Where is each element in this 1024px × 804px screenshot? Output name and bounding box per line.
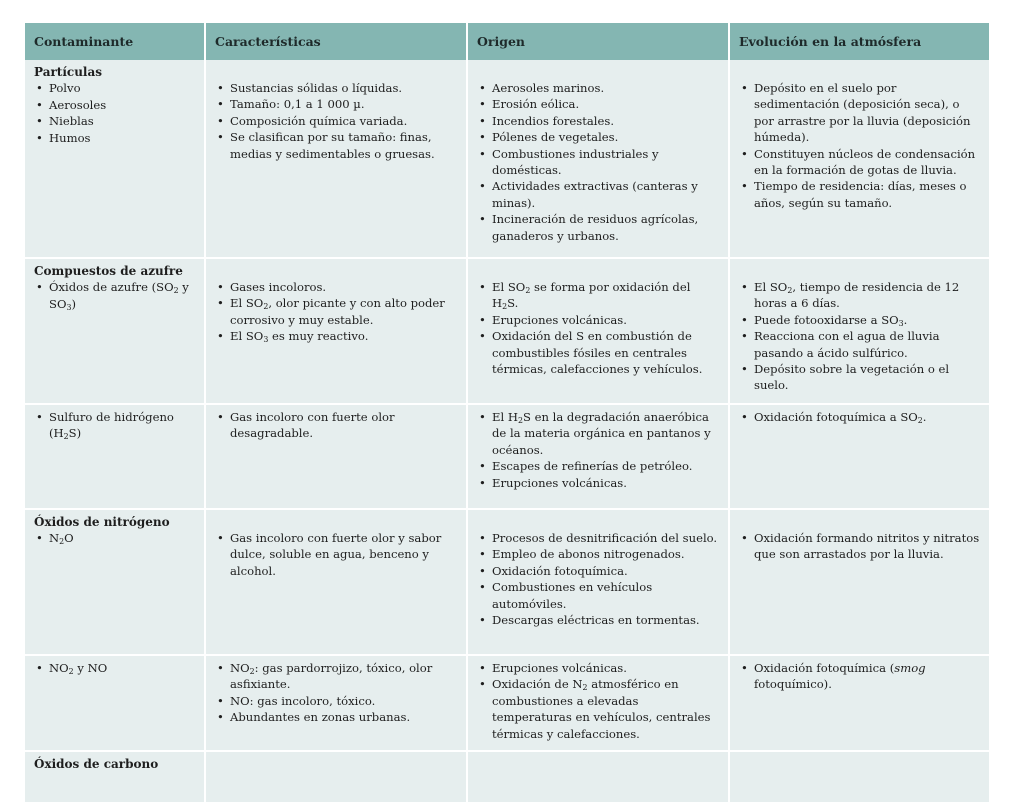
list-item: • Tiempo de residencia: días, meses o años, según su tamaño. [739, 178, 980, 211]
header-contaminante: Contaminante [25, 23, 205, 60]
contaminants-table [25, 23, 989, 804]
cell-contaminante [25, 751, 205, 803]
list-item: • Polvo [34, 80, 195, 96]
list-item: • Escapes de refinerías de petróleo. [477, 458, 719, 474]
list-item: • Composición química variada. [215, 113, 457, 129]
group-title: Partículas [34, 65, 103, 79]
bullet-list [215, 530, 457, 579]
list-item: • Erupciones volcánicas. [477, 660, 719, 676]
header-caracteristicas: Características [205, 23, 467, 60]
list-item: • Constituyen núcleos de condensación en la formación de gotas de lluvia. [739, 146, 980, 179]
list-item: • NO: gas incoloro, tóxico. [215, 693, 457, 709]
bullet-list [739, 409, 980, 425]
list-item: • Combustiones industriales y domésticas. [477, 146, 719, 179]
list-item: • Oxidación formando nitritos y nitratos que son arrastados por la lluvia. [739, 530, 980, 563]
group-title: Compuestos de azufre [34, 264, 183, 278]
list-item: • $NO_2$: gas pardorrojizo, tóxico, olor asfixiante. [215, 660, 457, 693]
list-item: • El $SO_3$ es muy reactivo. [215, 328, 457, 344]
list-item: • $NO_2$ y NO [34, 660, 195, 676]
table-row [25, 655, 989, 751]
cell-contaminante [25, 60, 205, 258]
bullet-list [739, 279, 980, 394]
list-item: • Aerosoles [34, 97, 195, 113]
list-item: • Actividades extractivas (canteras y minas). [477, 178, 719, 211]
list-item: • Puede fotooxidarse a $SO_3$. [739, 312, 980, 328]
header-evolucion: Evolución en la atmósfera [729, 23, 989, 60]
list-item: • Combustiones en vehículos automóviles. [477, 579, 719, 612]
bullet-list [477, 279, 719, 377]
list-item: • Gas incoloro con fuerte olor y sabor dulce, soluble en agua, benceno y alcohol. [215, 530, 457, 579]
bullet-list [34, 530, 195, 546]
cell-caracteristicas [205, 655, 467, 751]
list-item: • Oxidación del S en combustión de combustibles fósiles en centrales térmicas, calefacciones y vehículos. [477, 328, 719, 377]
bullet-list [215, 660, 457, 726]
list-item: • Oxidación fotoquímica a $SO_2$. [739, 409, 980, 425]
cell-origen [467, 404, 729, 509]
cell-evolucion [729, 404, 989, 509]
header-row [25, 23, 989, 60]
list-item: • $N_2O$ [34, 530, 195, 546]
cell-caracteristicas [205, 404, 467, 509]
cell-origen [467, 60, 729, 258]
list-item: • Oxidación fotoquímica (smog fotoquímico). [739, 660, 980, 693]
cell-contaminante [25, 655, 205, 751]
bullet-list [477, 530, 719, 628]
group-title: Óxidos de carbono [34, 757, 159, 771]
cell-contaminante [25, 404, 205, 509]
cell-origen [467, 258, 729, 404]
cell-origen [467, 655, 729, 751]
cell-caracteristicas [205, 60, 467, 258]
list-item: • Erupciones volcánicas. [477, 312, 719, 328]
list-item: • El $SO_2$, tiempo de residencia de 12 horas a 6 días. [739, 279, 980, 312]
cell-caracteristicas [205, 751, 467, 803]
list-item: • Se clasifican por su tamaño: finas, medias y sedimentables o gruesas. [215, 129, 457, 162]
cell-contaminante [25, 509, 205, 655]
table-row [25, 60, 989, 258]
list-item: • Reacciona con el agua de lluvia pasando a ácido sulfúrico. [739, 328, 980, 361]
bullet-list [215, 409, 457, 442]
bullet-list [477, 409, 719, 491]
list-item: • Tamaño: 0,1 a 1 000 µ. [215, 96, 457, 112]
list-item: • Depósito en el suelo por sedimentación (deposición seca), o por arrastre por la lluvia (deposición húmeda). [739, 80, 980, 146]
table-row [25, 404, 989, 509]
list-item: • Sulfuro de hidrógeno $(H_2S)$ [34, 409, 195, 442]
table-row [25, 509, 989, 655]
cell-evolucion [729, 60, 989, 258]
list-item: • Incendios forestales. [477, 113, 719, 129]
cell-caracteristicas [205, 258, 467, 404]
list-item: • Erosión eólica. [477, 96, 719, 112]
bullet-list [739, 530, 980, 563]
bullet-list [34, 80, 195, 146]
list-item: • Sustancias sólidas o líquidas. [215, 80, 457, 96]
table-row [25, 751, 989, 803]
cell-evolucion [729, 751, 989, 803]
list-item: • Depósito sobre la vegetación o el suelo. [739, 361, 980, 394]
cell-origen [467, 509, 729, 655]
list-item: • Abundantes en zonas urbanas. [215, 709, 457, 725]
list-item: • Humos [34, 130, 195, 146]
list-item: • Gases incoloros. [215, 279, 457, 295]
table-row [25, 258, 989, 404]
bullet-list [34, 409, 195, 442]
table-container [25, 23, 989, 804]
list-item: • Aerosoles marinos. [477, 80, 719, 96]
list-item: • El $H_2S$ en la degradación anaeróbica de la materia orgánica en pantanos y océanos. [477, 409, 719, 458]
bullet-list [34, 279, 195, 312]
list-item: • Erupciones volcánicas. [477, 475, 719, 491]
bullet-list [477, 80, 719, 244]
cell-evolucion [729, 509, 989, 655]
list-item: • Pólenes de vegetales. [477, 129, 719, 145]
cell-evolucion [729, 655, 989, 751]
bullet-list [739, 80, 980, 211]
bullet-list [34, 660, 195, 676]
bullet-list [215, 80, 457, 162]
list-item: • Nieblas [34, 113, 195, 129]
list-item: • Empleo de abonos nitrogenados. [477, 546, 719, 562]
list-item: • Oxidación de $N_2$ atmosférico en combustiones a elevadas temperaturas en vehículos, centrales térmicas y calefacciones. [477, 676, 719, 742]
cell-contaminante [25, 258, 205, 404]
cell-caracteristicas [205, 509, 467, 655]
list-item: • El $SO_2$ se forma por oxidación del $H_2S$. [477, 279, 719, 312]
cell-origen [467, 751, 729, 803]
header-origen: Origen [467, 23, 729, 60]
bullet-list [739, 660, 980, 693]
list-item: • Descargas eléctricas en tormentas. [477, 612, 719, 628]
list-item: • Oxidación fotoquímica. [477, 563, 719, 579]
list-item: • Procesos de desnitrificación del suelo. [477, 530, 719, 546]
list-item: • Gas incoloro con fuerte olor desagradable. [215, 409, 457, 442]
list-item: • El $SO_2$, olor picante y con alto poder corrosivo y muy estable. [215, 295, 457, 328]
list-item: • Incineración de residuos agrícolas, ganaderos y urbanos. [477, 211, 719, 244]
cell-evolucion [729, 258, 989, 404]
group-title: Óxidos de nitrógeno [34, 515, 170, 529]
bullet-list [477, 660, 719, 742]
bullet-list [215, 279, 457, 345]
list-item: • Óxidos de azufre ($SO_2$ y $SO_3$) [34, 279, 195, 312]
